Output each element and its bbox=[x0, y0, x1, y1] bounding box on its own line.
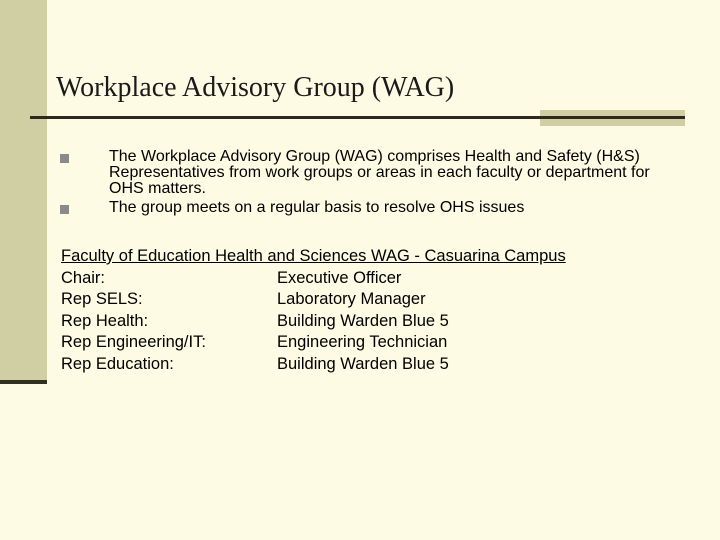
wag-member-row bbox=[61, 311, 566, 333]
bullet-text: The group meets on a regular basis to resolve OHS issues bbox=[109, 199, 525, 216]
square-bullet-icon bbox=[60, 154, 69, 163]
wag-member-row bbox=[61, 332, 566, 354]
member-holder: Laboratory Manager bbox=[277, 290, 426, 308]
wag-member-row bbox=[61, 354, 566, 376]
left-accent-bar bbox=[0, 0, 47, 384]
slide-title: Workplace Advisory Group (WAG) bbox=[56, 72, 455, 103]
member-holder: Building Warden Blue 5 bbox=[277, 311, 449, 330]
member-holder: Executive Officer bbox=[277, 268, 402, 287]
member-holder: Engineering Technician bbox=[277, 333, 448, 351]
member-role: Rep Engineering/IT: bbox=[61, 333, 206, 351]
member-holder: Building Warden Blue 5 bbox=[277, 354, 449, 373]
bullet-list bbox=[60, 148, 670, 218]
title-rule bbox=[30, 116, 685, 119]
wag-membership bbox=[61, 246, 566, 375]
member-role: Rep Health: bbox=[61, 311, 149, 330]
bullet-text: The Workplace Advisory Group (WAG) comprises Health and Safety (H&S) Representatives from work groups or areas in each faculty or department for OHS matters. bbox=[109, 148, 650, 197]
left-accent-bar-foot bbox=[0, 380, 47, 384]
bullet-item bbox=[60, 199, 670, 216]
member-role: Rep Education: bbox=[61, 354, 174, 373]
wag-member-row bbox=[61, 268, 566, 290]
square-bullet-icon bbox=[60, 205, 69, 214]
member-role: Chair: bbox=[61, 268, 106, 287]
wag-heading: Faculty of Education Health and Sciences WAG - Casuarina Campus bbox=[61, 247, 566, 265]
member-role: Rep SELS: bbox=[61, 290, 143, 308]
bullet-item bbox=[60, 148, 670, 197]
wag-member-row bbox=[61, 289, 566, 311]
